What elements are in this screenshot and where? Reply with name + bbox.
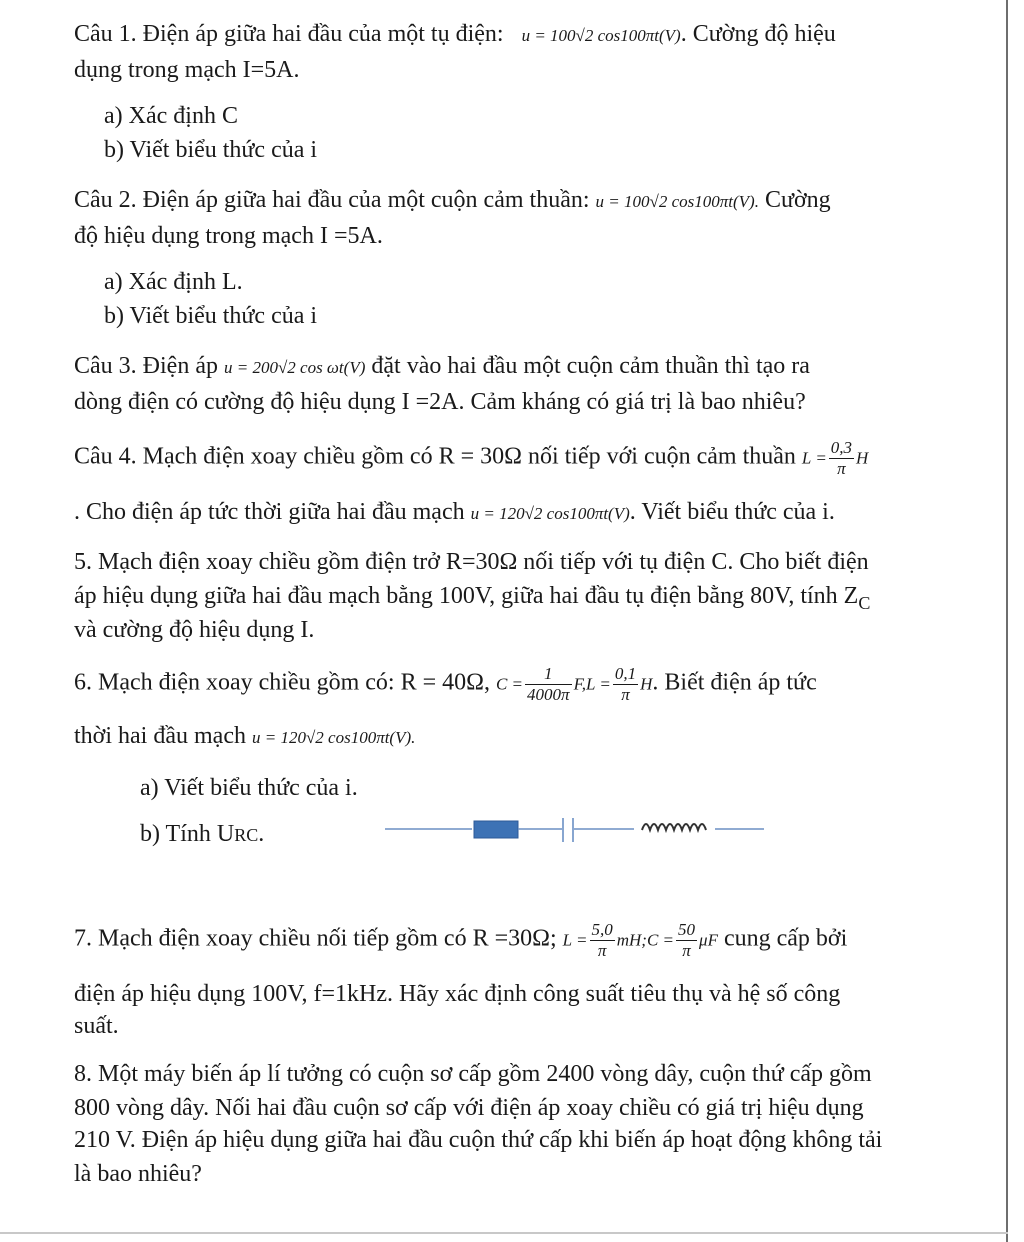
q6-formula: u = 120√2 cos100πt(V).	[251, 728, 416, 747]
q7-l-fraction	[590, 920, 615, 960]
q4-l-fraction	[829, 438, 854, 478]
q1-text-end: . Cường độ hiệu	[680, 21, 836, 47]
q1-part-b: b) Viết biểu thức của i	[104, 137, 318, 163]
q2-text-end: Cường	[764, 187, 831, 213]
q7-c-fraction	[676, 920, 697, 960]
q5-line3: và cường độ hiệu dụng I.	[74, 617, 315, 643]
q3-line1	[74, 350, 954, 383]
q8-line4: là bao nhiêu?	[74, 1161, 202, 1187]
q3-formula: u = 200√2 cos ωt(V)	[223, 358, 366, 377]
q5-text2: áp hiệu dụng giữa hai đầu mạch bằng 100V, giữa hai đầu tụ điện bằng 80V, tính Z	[74, 583, 859, 609]
q4-formula: u = 120√2 cos100πt(V)	[470, 504, 630, 523]
q7-line1	[74, 920, 954, 960]
q6-text2: thời hai đầu mạch	[74, 723, 246, 749]
q3-text: Câu 3. Điện áp	[74, 353, 218, 379]
q2-formula: u = 100√2 cos100πt(V).	[595, 192, 759, 211]
q4-l-prefix: L =	[801, 448, 827, 468]
q7-line2: điện áp hiệu dụng 100V, f=1kHz. Hãy xác định công suất tiêu thụ và hệ số công	[74, 981, 841, 1007]
q5-line1: 5. Mạch điện xoay chiều gồm điện trở R=30Ω nối tiếp với tụ điện C. Cho biết điện	[74, 549, 869, 575]
q2-part-b: b) Viết biểu thức của i	[104, 303, 318, 329]
q1-line2: dụng trong mạch I=5A.	[74, 57, 300, 83]
inductor-coil-icon	[642, 824, 706, 830]
q5-zc-subscript: C	[858, 592, 871, 613]
q7-line3: suất.	[74, 1013, 119, 1039]
resistor-icon	[474, 821, 518, 838]
q6-l-unit: H	[640, 674, 653, 694]
q8-line1: 8. Một máy biến áp lí tưởng có cuộn sơ cấp gồm 2400 vòng dây, cuộn thứ cấp gồm	[74, 1061, 872, 1087]
q6-b-text: b) Tính U	[140, 821, 235, 847]
q6-text: 6. Mạch điện xoay chiều gồm có: R = 40Ω,	[74, 669, 490, 696]
q7-text: 7. Mạch điện xoay chiều nối tiếp gồm có R =30Ω;	[74, 925, 557, 952]
q6-c-unit: F,	[573, 674, 587, 694]
q6-l-numerator: 0,1	[614, 664, 637, 683]
q4-l-unit: H	[856, 448, 869, 468]
q6-l-fraction	[613, 664, 638, 704]
q5-line2	[74, 580, 954, 615]
q1-line1	[74, 18, 954, 51]
q6-text-end: . Biết điện áp tức	[652, 669, 817, 696]
q1-part-a: a) Xác định C	[104, 103, 238, 129]
q6-c-prefix: C =	[495, 674, 524, 694]
q6-b-end: .	[258, 821, 265, 847]
q6-part-b	[140, 818, 264, 851]
circuit-diagram	[380, 812, 770, 848]
q7-l-numerator: 5,0	[591, 920, 613, 939]
q4-l-denominator: π	[837, 458, 846, 478]
q6-c-denominator: 4000π	[527, 684, 570, 704]
q2-line2: độ hiệu dụng trong mạch I =5A.	[74, 223, 383, 249]
q6-c-numerator: 1	[525, 664, 572, 685]
q7-c-numerator: 50	[678, 920, 696, 939]
q7-text-end: cung cấp bởi	[723, 925, 848, 952]
q4-text2-end: . Viết biểu thức của i.	[629, 499, 835, 525]
q2-part-a: a) Xác định L.	[104, 269, 243, 295]
q7-l-denominator: π	[597, 940, 607, 960]
q6-line1	[74, 664, 954, 704]
q8-line2: 800 vòng dây. Nối hai đầu cuộn sơ cấp với điện áp xoay chiều có giá trị hiệu dụng	[74, 1095, 864, 1121]
q3-line2: dòng điện có cường độ hiệu dụng I =2A. Cảm kháng có giá trị là bao nhiêu?	[74, 389, 806, 415]
page-edge-bottom	[0, 1232, 1008, 1234]
q6-l-denominator: π	[621, 684, 630, 704]
q6-b-subscript: RC	[234, 825, 259, 845]
q4-text2: . Cho điện áp tức thời giữa hai đầu mạch	[74, 499, 465, 525]
q4-text: Câu 4. Mạch điện xoay chiều gồm có R = 30Ω nối tiếp với cuộn cảm thuần	[74, 443, 796, 470]
q4-l-numerator: 0,3	[830, 438, 853, 457]
q3-text-rest: đặt vào hai đầu một cuộn cảm thuần thì tạo ra	[371, 353, 810, 379]
q6-part-a: a) Viết biểu thức của i.	[140, 775, 358, 801]
q7-c-unit: μF	[699, 930, 718, 950]
q2-text: Câu 2. Điện áp giữa hai đầu của một cuộn cảm thuần:	[74, 187, 590, 213]
q6-line2	[74, 720, 954, 753]
q7-l-prefix: L =	[562, 930, 588, 950]
q2-line1	[74, 184, 954, 217]
q4-line2	[74, 496, 954, 529]
q6-l-prefix: L =	[586, 674, 611, 694]
q6-c-fraction	[525, 664, 572, 704]
q1-formula: u = 100√2 cos100πt(V)	[521, 26, 681, 45]
q4-line1	[74, 438, 954, 478]
page-edge-right	[1006, 0, 1008, 1242]
q1-text: Câu 1. Điện áp giữa hai đầu của một tụ điện:	[74, 21, 504, 47]
q8-line3: 210 V. Điện áp hiệu dụng giữa hai đầu cuộn thứ cấp khi biến áp hoạt động không tải	[74, 1127, 883, 1153]
q7-l-unit: mH;	[616, 930, 647, 950]
q7-c-prefix: C =	[646, 930, 675, 950]
q7-c-denominator: π	[682, 940, 691, 960]
